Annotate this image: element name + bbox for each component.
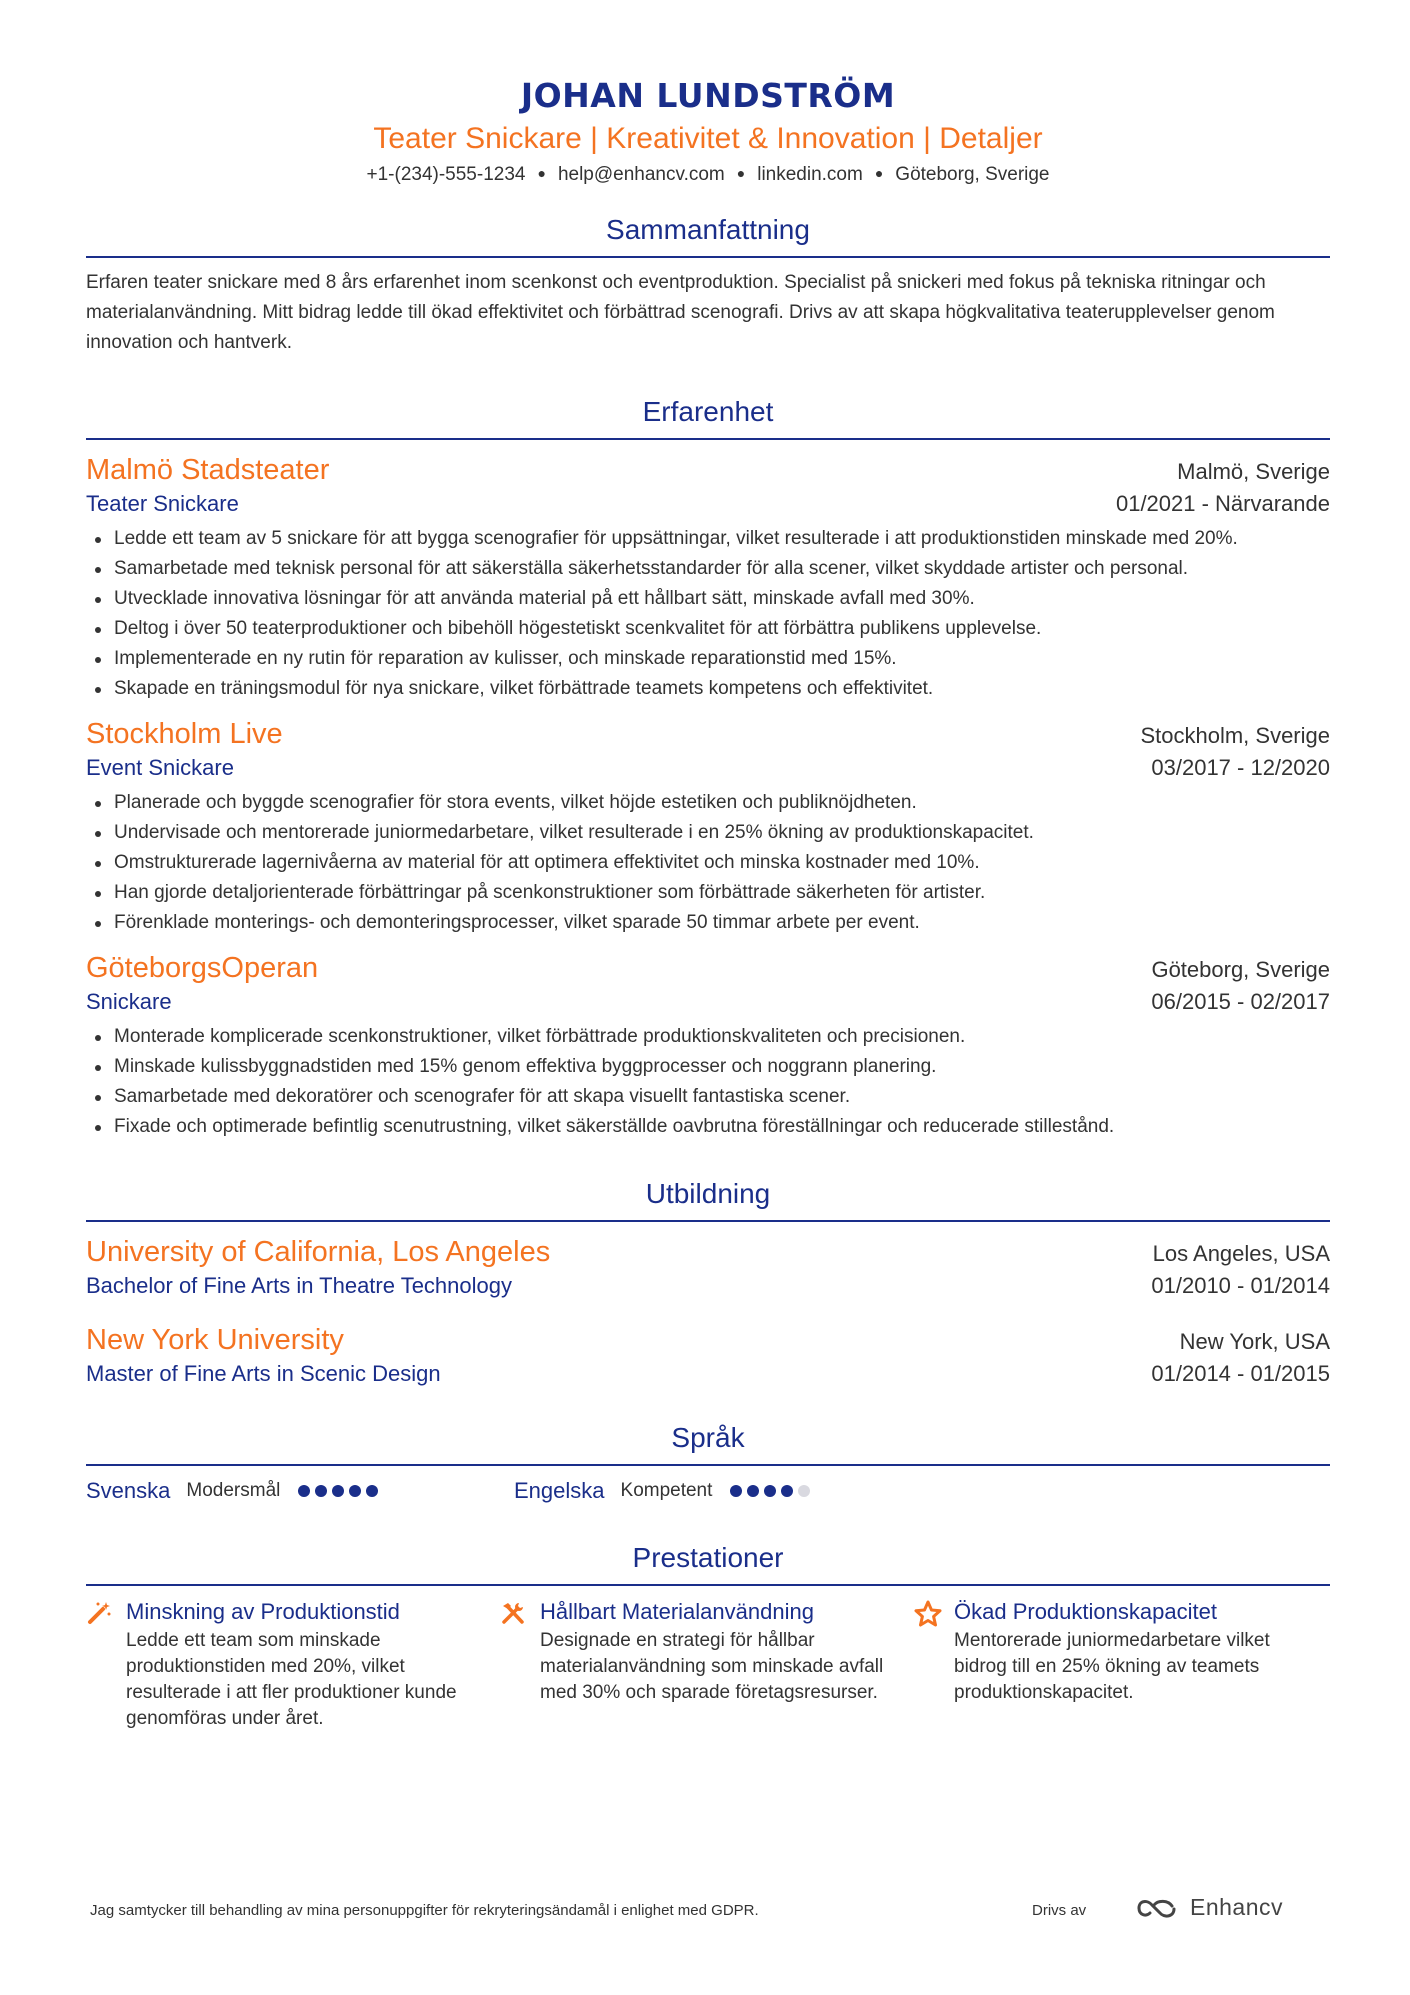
company-name: Stockholm Live: [86, 718, 283, 750]
magic-wand-icon: [86, 1596, 126, 1732]
bullet-item: Fixade och optimerade befintlig scenutrustning, vilket säkerställde oavbrutna föreställningar och reducerade stillestånd.: [86, 1112, 1330, 1142]
phone: +1-(234)-555-1234: [366, 164, 526, 185]
bullet-item: Omstrukturerade lagernivåerna av material för att optimera effektivitet och minska kostnader med 10%.: [86, 848, 1330, 878]
location: Göteborg, Sverige: [895, 164, 1050, 185]
enhancv-logo[interactable]: [1136, 1894, 1283, 1921]
proficiency-dots: [730, 1485, 810, 1497]
school-name: New York University: [86, 1324, 344, 1356]
proficiency-dot-filled: [366, 1485, 378, 1497]
enhancv-logo-icon: [1136, 1896, 1182, 1920]
tools-icon: [500, 1596, 540, 1732]
job-entry: [86, 950, 1330, 1142]
languages-section: [86, 1420, 1330, 1504]
job-bullets: [86, 788, 1330, 938]
proficiency-dot-filled: [332, 1485, 344, 1497]
education-dates: 01/2014 - 01/2015: [1151, 1361, 1330, 1386]
summary-text: Erfaren teater snickare med 8 års erfarenhet inom scenkonst och eventproduktion. Specialist på snickeri med fokus på tekniska ritningar och materialanvändning. Mitt bidrag ledde till ökad effektivitet och förbättrad scenografi. Drivs av att skapa högkvalitativa teaterupplevelser genom innovation och hantverk.: [86, 272, 1275, 353]
education-entry: [86, 1322, 1330, 1390]
achievement-item: [914, 1596, 1328, 1732]
achievement-title: Minskning av Produktionstid: [126, 1599, 400, 1624]
proficiency-dot-filled: [349, 1485, 361, 1497]
bullet-item: Undervisade och mentorerade juniormedarbetare, vilket resulterade i en 25% ökning av produktionskapacitet.: [86, 818, 1330, 848]
experience-title: Erfarenhet: [86, 394, 1330, 440]
separator-dot: ●: [874, 165, 884, 181]
experience-section: [86, 394, 1330, 1142]
language-name: Svenska: [86, 1478, 171, 1503]
achievement-description: Ledde ett team som minskade produktionstiden med 20%, vilket resulterade i att fler produktioner kunde genomföras under året.: [126, 1630, 457, 1729]
bullet-item: Samarbetade med teknisk personal för att säkerställa säkerhetsstandarder för alla scener, vilket skyddade artister och personal.: [86, 554, 1330, 584]
achievement-item: [500, 1596, 914, 1732]
resume-header: [86, 0, 1330, 188]
footer: [86, 1890, 1330, 1930]
achievements-title: Prestationer: [86, 1540, 1330, 1586]
proficiency-dot-empty: [798, 1485, 810, 1497]
degree: Bachelor of Fine Arts in Theatre Technology: [86, 1273, 512, 1298]
job-dates: 01/2021 - Närvarande: [1115, 491, 1330, 516]
bullet-item: Förenklade monterings- och demonteringsprocesser, vilket sparade 50 timmar arbete per event.: [86, 908, 1330, 938]
language-item: [86, 1478, 514, 1504]
education-entry: [86, 1234, 1330, 1302]
job-entry: [86, 716, 1330, 938]
star-icon: [914, 1596, 954, 1732]
bullet-item: Ledde ett team av 5 snickare för att bygga scenografier för uppsättningar, vilket resulterade i att produktionstiden minskade med 20%.: [86, 524, 1330, 554]
achievements-row: [86, 1596, 1330, 1732]
company-name: GöteborgsOperan: [86, 952, 319, 984]
candidate-name: JOHAN LUNDSTRÖM: [520, 76, 896, 115]
job-bullets: [86, 1022, 1330, 1142]
job-role: Event Snickare: [86, 755, 234, 780]
achievement-title: Hållbart Materialanvändning: [540, 1599, 814, 1624]
gdpr-consent: Jag samtycker till behandling av mina personuppgifter för rekryteringsändamål i enlighet med GDPR.: [90, 1902, 759, 1919]
achievement-description: Designade en strategi för hållbar materialanvändning som minskade avfall med 30% och sparade företagsresurser.: [540, 1630, 884, 1703]
degree: Master of Fine Arts in Scenic Design: [86, 1361, 441, 1386]
school-name: University of California, Los Angeles: [86, 1236, 551, 1268]
job-role: Snickare: [86, 989, 172, 1014]
school-location: New York, USA: [1179, 1329, 1330, 1354]
language-name: Engelska: [514, 1478, 605, 1503]
education-title: Utbildning: [86, 1176, 1330, 1222]
headline: Teater Snickare | Kreativitet & Innovation | Detaljer: [373, 122, 1043, 155]
achievement-title: Ökad Produktionskapacitet: [954, 1599, 1217, 1624]
proficiency-dot-filled: [298, 1485, 310, 1497]
languages-row: [86, 1478, 1330, 1504]
email[interactable]: help@enhancv.com: [557, 164, 725, 185]
achievement-description: Mentorerade juniormedarbetare vilket bidrog till en 25% ökning av teamets produktionskapacitet.: [954, 1630, 1270, 1703]
job-location: Göteborg, Sverige: [1151, 957, 1330, 982]
proficiency-dot-filled: [747, 1485, 759, 1497]
language-item: [514, 1478, 942, 1504]
job-entry: [86, 452, 1330, 704]
bullet-item: Han gjorde detaljorienterade förbättringar på scenkonstruktioner som förbättrade säkerheten för artister.: [86, 878, 1330, 908]
proficiency-dot-filled: [730, 1485, 742, 1497]
language-level: Kompetent: [620, 1480, 713, 1501]
bullet-item: Samarbetade med dekoratörer och scenografer för att skapa visuellt fantastiska scener.: [86, 1082, 1330, 1112]
separator-dot: ●: [736, 165, 746, 181]
proficiency-dot-filled: [781, 1485, 793, 1497]
languages-title: Språk: [86, 1420, 1330, 1466]
achievement-item: [86, 1596, 500, 1732]
separator-dot: ●: [537, 165, 546, 181]
education-dates: 01/2010 - 01/2014: [1151, 1273, 1330, 1298]
job-location: Stockholm, Sverige: [1140, 723, 1330, 748]
summary-title: Sammanfattning: [86, 212, 1330, 258]
job-dates: 06/2015 - 02/2017: [1151, 989, 1330, 1014]
bullet-item: Planerade och byggde scenografier för stora events, vilket höjde estetiken och publiknöjdheten.: [86, 788, 1330, 818]
resume-page: [86, 0, 1330, 1995]
language-level: Modersmål: [186, 1480, 281, 1501]
job-dates: 03/2017 - 12/2020: [1151, 755, 1330, 780]
proficiency-dots: [298, 1485, 378, 1497]
bullet-item: Skapade en träningsmodul för nya snickare, vilket förbättrade teamets kompetens och effektivitet.: [86, 674, 1330, 704]
achievements-section: [86, 1540, 1330, 1732]
school-location: Los Angeles, USA: [1152, 1241, 1330, 1266]
job-location: Malmö, Sverige: [1177, 459, 1330, 484]
bullet-item: Monterade komplicerade scenkonstruktioner, vilket förbättrade produktionskvaliteten och precisionen.: [86, 1022, 1330, 1052]
job-role: Teater Snickare: [86, 491, 239, 516]
bullet-item: Minskade kulissbyggnadstiden med 15% genom effektiva byggprocesser och noggrann planering.: [86, 1052, 1330, 1082]
job-bullets: [86, 524, 1330, 704]
bullet-item: Deltog i över 50 teaterproduktioner och bibehöll högestetiskt scenkvalitet för att förbättra publikens upplevelse.: [86, 614, 1330, 644]
linkedin[interactable]: linkedin.com: [757, 164, 863, 185]
proficiency-dot-filled: [764, 1485, 776, 1497]
proficiency-dot-filled: [315, 1485, 327, 1497]
education-section: [86, 1176, 1330, 1390]
powered-by-label: Drivs av: [1032, 1902, 1087, 1919]
bullet-item: Implementerade en ny rutin för reparation av kulisser, och minskade reparationstid med 15%.: [86, 644, 1330, 674]
brand-name: Enhancv: [1190, 1894, 1284, 1920]
contact-line: [86, 162, 1330, 188]
summary-section: [86, 212, 1330, 358]
company-name: Malmö Stadsteater: [86, 454, 330, 486]
bullet-item: Utvecklade innovativa lösningar för att använda material på ett hållbart sätt, minskade avfall med 30%.: [86, 584, 1330, 614]
